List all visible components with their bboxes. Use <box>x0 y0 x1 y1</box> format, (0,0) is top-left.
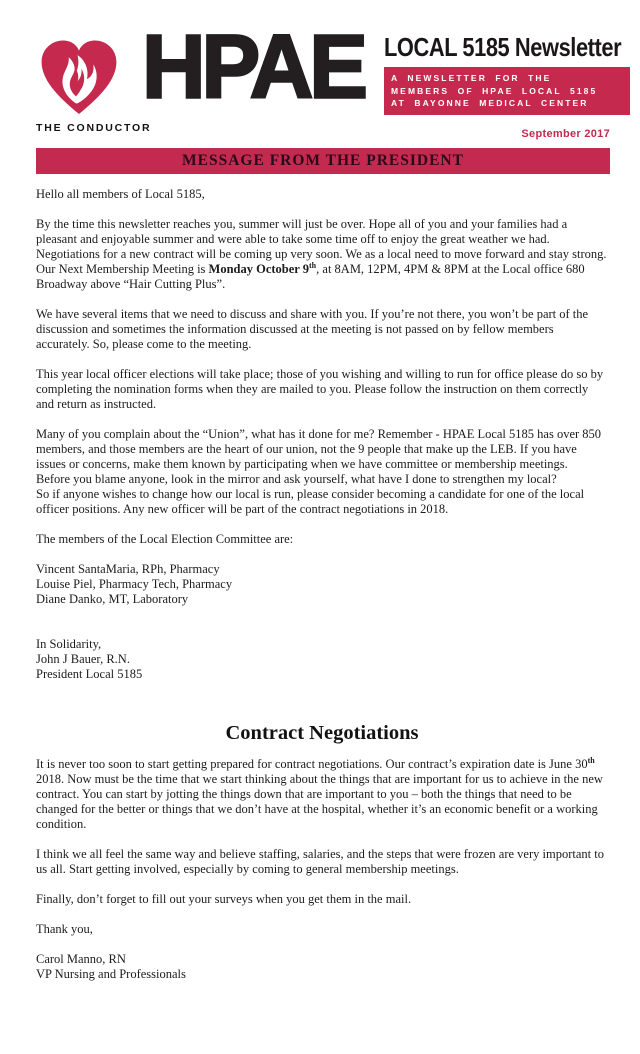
masthead <box>36 15 622 140</box>
paragraph-text: Many of you complain about the “Union”, what has it done for me? Remember - HPAE Local 5185 has over 850 members, and those members are the heart of our union, not the 9 people that make up the LEB. If you have issues or concerns, make them known by participating when we have committee or membership meetings. <box>36 427 602 471</box>
committee-intro: The members of the Local Election Committee are: <box>36 532 294 546</box>
signoff-line: In Solidarity, <box>36 637 102 651</box>
thank-you: Thank you, <box>36 922 93 936</box>
ordinal-superscript: th <box>309 260 317 270</box>
paragraph-text: , at 8AM, 12PM, 4PM & 8PM at the Local office 680 Broadway above “Hair Cutting Plus”. <box>36 262 585 291</box>
subtitle-line: A NEWSLETTER FOR THE <box>391 73 552 83</box>
paragraph-surveys: Finally, don’t forget to fill out your surveys when you get them in the mail. <box>36 892 412 906</box>
signature-line: Carol Manno, RN <box>36 952 126 966</box>
signoff-line: John J Bauer, R.N. <box>36 652 130 666</box>
paragraph-meeting <box>36 217 608 292</box>
section-banner <box>36 148 610 174</box>
paragraph-staffing: I think we all feel the same way and believe staffing, salaries, and the steps that were frozen are very important to us all. Start getting involved, especially by coming to general membership meetings. <box>36 847 604 876</box>
paragraph-text: So if anyone wishes to change how our local is run, please consider becoming a candidate for one of the local officer positions. Any new officer will be part of the contract negotiations in 2018. <box>36 487 585 516</box>
subtitle-box <box>384 67 630 115</box>
paragraph-elections: This year local officer elections will take place; those of you wishing and willing to run for office please do so by completing the nomination forms when they are mailed to you. Please follow the instruction on them correctly and return as instructed. <box>36 367 604 411</box>
logo-block <box>36 34 152 134</box>
paragraph-text: By the time this newsletter reaches you, summer will just be over. Hope all of you and your families had a pleasant and enjoyable summer and were able to take some time off to enjoy the great weather we had. Negotiations for a new contract will be coming up very soon. We as a local need to move forward and stay strong. Our Next Membership Meeting is <box>36 217 607 276</box>
committee-list <box>36 562 608 607</box>
greeting: Hello all members of Local 5185, <box>36 187 205 201</box>
ordinal-superscript: th <box>587 755 595 765</box>
subtitle-line: AT BAYONNE MEDICAL CENTER <box>391 98 589 108</box>
committee-member: Louise Piel, Pharmacy Tech, Pharmacy <box>36 577 233 591</box>
section-banner-title: MESSAGE FROM THE PRESIDENT <box>182 152 464 169</box>
newsletter-title: LOCAL 5185 Newsletter <box>384 32 622 62</box>
paragraph-text: Before you blame anyone, look in the mirror and ask yourself, what have I done to strengthen my local? <box>36 472 557 486</box>
paragraph-text: 2018. Now must be the time that we start thinking about the things that are important for us to achieve in the new contract. You can start by jotting the things down that are important to you – both the things that need to be changed for the better or things that we don’t have at the hospital, whether it’s an economic benefit or a working condition. <box>36 772 603 831</box>
signature-line: VP Nursing and Professionals <box>36 967 186 981</box>
committee-member: Vincent SantaMaria, RPh, Pharmacy <box>36 562 220 576</box>
section-heading: Contract Negotiations <box>225 722 419 744</box>
signoff-block <box>36 637 608 682</box>
heart-flame-icon <box>36 34 122 120</box>
paragraph-union <box>36 427 608 517</box>
tagline: THE CONDUCTOR <box>36 122 152 134</box>
signature-block <box>36 952 608 982</box>
newsletter-body <box>36 187 608 982</box>
masthead-right <box>384 34 630 140</box>
issue-date: September 2017 <box>521 127 610 140</box>
paragraph-expiration <box>36 757 608 832</box>
signoff-line: President Local 5185 <box>36 667 143 681</box>
org-name: HPAE <box>142 15 364 117</box>
paragraph-discussion: We have several items that we need to discuss and share with you. If you’re not there, you won’t be part of the discussion and sometimes the information discussed at the meeting is not passed on by fellow members accurately. So, please come to the meeting. <box>36 307 589 351</box>
subtitle-line: MEMBERS OF HPAE LOCAL 5185 <box>391 85 598 96</box>
meeting-date-bold: Monday October 9 <box>208 262 310 276</box>
paragraph-text: It is never too soon to start getting prepared for contract negotiations. Our contract’s expiration date is June 30 <box>36 757 588 771</box>
committee-member: Diane Danko, MT, Laboratory <box>36 592 189 606</box>
